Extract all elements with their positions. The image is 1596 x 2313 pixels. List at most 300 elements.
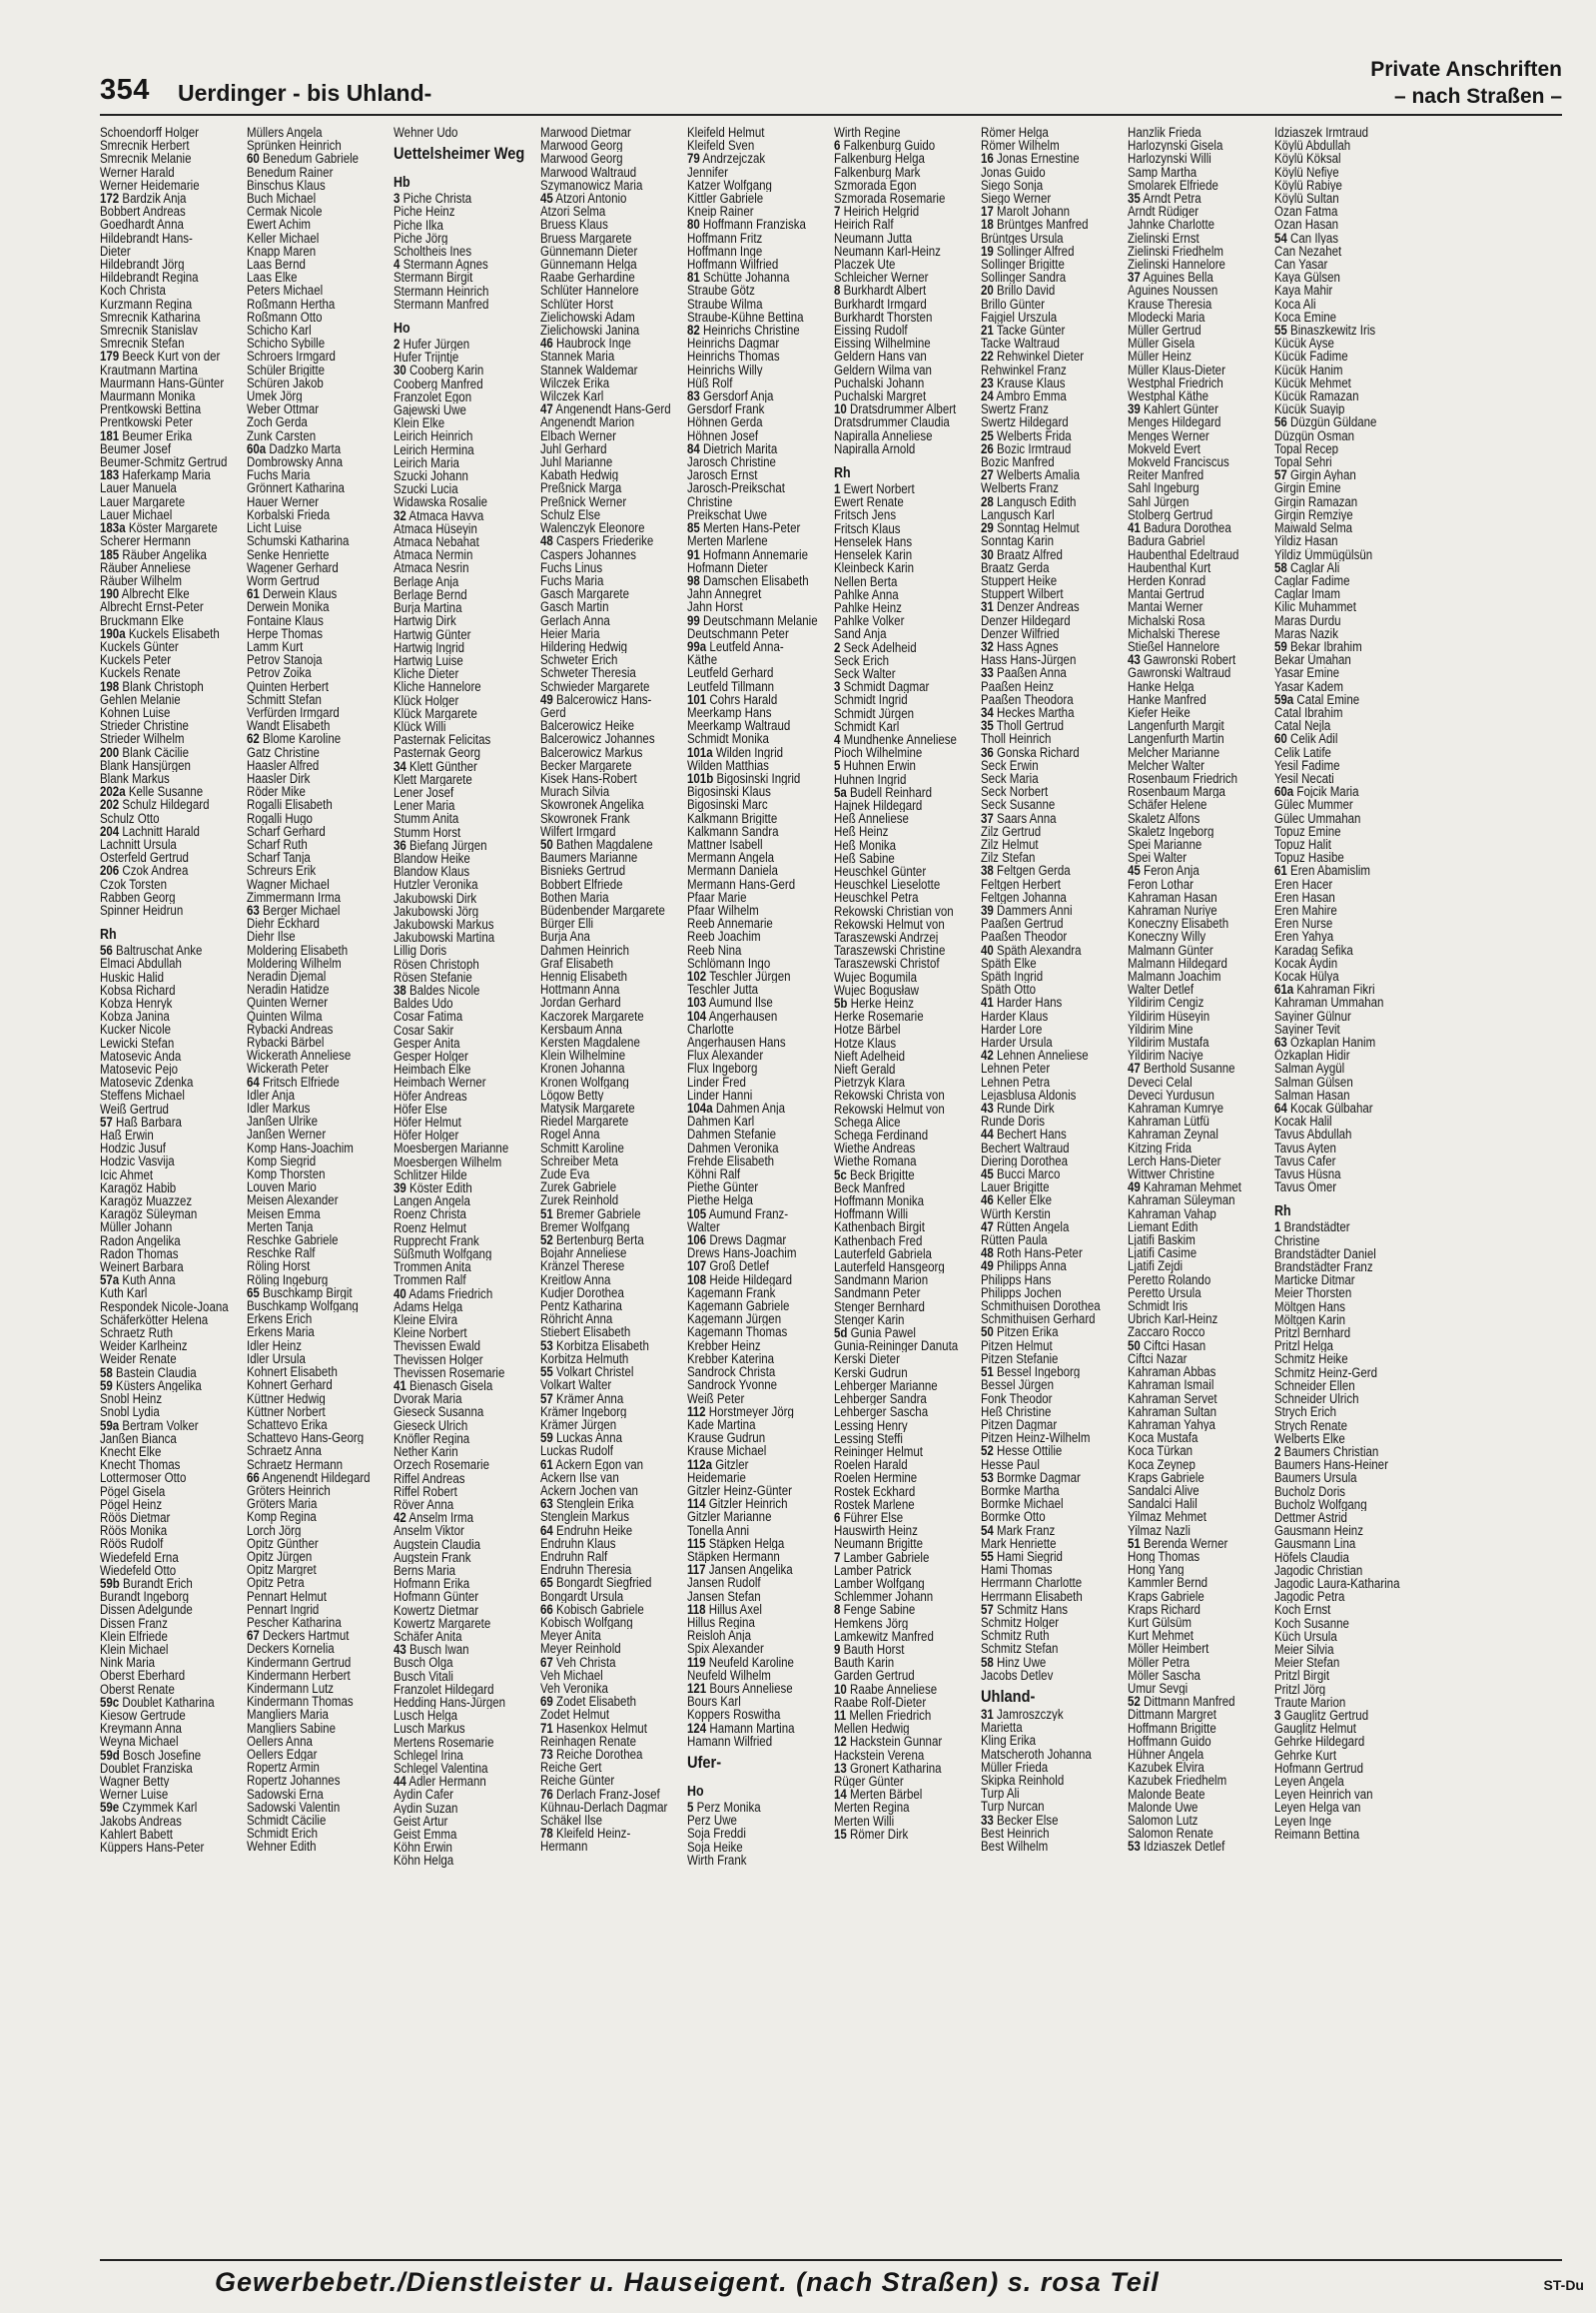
directory-entry [1128,1259,1270,1272]
directory-entry [1274,1392,1417,1405]
directory-entry [834,720,977,733]
resident-name: Marolt Johann [997,205,1071,219]
directory-entry [834,1485,977,1498]
house-number: 37 [1128,271,1141,285]
directory-entry [247,812,390,825]
resident-name: Ackern Egon van [555,1457,644,1471]
directory-entry [540,1023,683,1036]
house-number: 6 [834,1510,841,1525]
resident-name: Lauer Brigitte [981,1180,1050,1194]
resident-name: Taraszewski Christine [834,944,946,958]
directory-entry [687,1827,830,1840]
resident-name: Klett Günther [409,759,477,773]
directory-entry [1274,1815,1417,1828]
resident-name: Stolberg Gertrud [1128,507,1213,522]
directory-entry [1128,1788,1270,1801]
resident-name: Michalski Therese [1128,626,1220,640]
resident-name: Christine [687,494,733,508]
directory-entry [540,1076,683,1089]
resident-name: Stermann Birgit [394,271,473,285]
directory-entry [100,1577,243,1590]
resident-name: Kocak Gülbahar [1290,1102,1373,1116]
directory-entry [540,442,683,455]
directory-entry [1128,1629,1270,1642]
directory-entry [1128,324,1270,337]
resident-name: Puchalski Johann [834,376,925,390]
resident-name: Berns Maria [394,1563,456,1578]
directory-entry [1274,1511,1417,1524]
resident-name: Becker Margarete [540,758,632,772]
resident-name: Gülec Mummer [1274,798,1353,812]
resident-name: Charlotte [687,1022,734,1037]
resident-name: Tacke Waltraud [981,337,1060,351]
resident-name: Hofmann Dieter [687,560,768,574]
directory-entry [1128,1142,1270,1155]
directory-entry [981,1431,1124,1444]
house-number: 103 [687,996,707,1010]
directory-entry [834,152,977,165]
resident-name: Bours Anneliese [709,1681,793,1696]
directory-entry [247,429,390,442]
directory-entry [687,337,830,350]
resident-name: Kagemann Thomas [687,1325,788,1339]
directory-entry [981,1259,1124,1272]
resident-name: Dittmann Manfred [1144,1695,1235,1709]
directory-entry [1128,364,1270,377]
directory-entry [981,1010,1124,1023]
house-number: 20 [981,284,994,298]
street-heading: Uhland- [981,1686,1036,1706]
directory-entry [1128,772,1270,785]
resident-name: Schmitz Hans [997,1602,1069,1616]
directory-entry [687,653,830,666]
resident-name: Pitzen Stefanie [981,1351,1059,1366]
resident-name: Möltgen Karin [1274,1312,1346,1327]
resident-name: Müller Frieda [981,1760,1049,1774]
directory-entry [1274,1260,1417,1273]
resident-name: Hildebrandt Jörg [100,258,185,272]
directory-entry [687,587,830,600]
directory-entry [834,1511,977,1524]
directory-entry [1274,415,1417,428]
directory-entry [1274,1115,1417,1128]
directory-entry [1128,1840,1270,1853]
directory-entry [100,1788,243,1801]
resident-name: Mark Franz [997,1523,1056,1537]
resident-name: Fritsch Elfriede [263,1075,340,1089]
resident-name: Kuckels Renate [100,666,181,680]
directory-entry [687,1180,830,1193]
directory-entry [687,192,830,205]
directory-entry [981,1193,1124,1206]
directory-entry [540,179,683,192]
resident-name: Karagöz Habib [100,1180,177,1195]
house-number: 3 [394,192,400,206]
directory-entry [247,561,390,574]
resident-name: Klein Michael [100,1642,169,1657]
directory-entry [247,759,390,772]
directory-entry [687,1431,830,1444]
resident-name: Schneider Ulrich [1274,1392,1359,1406]
directory-entry [394,126,536,139]
directory-entry [1274,232,1417,245]
directory-entry [247,1378,390,1391]
directory-entry [247,680,390,693]
resident-name: Jennifer [687,165,728,179]
directory-entry [540,1735,683,1748]
directory-entry [540,1155,683,1167]
resident-name: Denzer Hildegard [981,613,1071,627]
directory-entry [834,931,977,944]
directory-entry [834,1551,977,1564]
house-number: 7 [834,1550,841,1564]
directory-entry [1128,666,1270,679]
directory-entry [981,1246,1124,1259]
resident-name: Kreitlow Anna [540,1272,611,1286]
directory-entry [834,1498,977,1511]
directory-entry [100,1194,243,1207]
directory-entry [981,1023,1124,1036]
resident-name: Schleicher Werner [834,271,929,285]
directory-entry [834,271,977,284]
resident-name: Caglar Imam [1274,587,1340,601]
directory-entry [247,1076,390,1089]
directory-entry [834,1564,977,1577]
resident-name: Kliche Hannelore [394,680,481,694]
resident-name: Petrov Zoika [247,666,312,680]
resident-name: Aydin Cafer [394,1788,453,1802]
resident-name: Cermak Nicole [247,205,323,219]
resident-name: Piethe Helga [687,1193,753,1207]
resident-name: Zodet Helmut [540,1708,610,1722]
resident-name: Salomon Renate [1128,1827,1213,1841]
directory-entry [981,944,1124,957]
directory-entry [687,719,830,732]
directory-entry [1128,1563,1270,1576]
resident-name: Kronen Wolfgang [540,1075,629,1089]
resident-name: Dittmann Margret [1128,1708,1216,1722]
directory-entry [834,1445,977,1458]
resident-name: Paaßen Heinz [981,679,1054,693]
resident-name: Derlach Franz-Josef [556,1787,660,1801]
resident-name: Klein Elke [394,416,445,430]
house-number: 104 [687,1009,707,1023]
directory-entry [1128,1076,1270,1089]
resident-name: Marwood Waltraud [540,165,637,179]
directory-entry [687,1458,830,1471]
resident-name: Kilic Muhammet [1274,600,1356,614]
resident-name: Menges Hildegard [1128,415,1221,429]
directory-entry [1274,442,1417,455]
directory-entry [1274,1722,1417,1735]
resident-name: Schmitz Ruth [981,1629,1050,1643]
directory-entry [540,732,683,745]
resident-name: Salman Aygül [1274,1062,1345,1076]
resident-name: Falkenburg Guido [843,139,936,153]
resident-name: Jonas Ernestine [997,152,1080,166]
directory-entry [540,1616,683,1629]
directory-entry [247,1616,390,1629]
directory-entry [100,561,243,574]
directory-entry [687,1418,830,1431]
resident-name: Dahmen Stefanie [687,1128,776,1142]
resident-name: Hamann Wilfried [687,1734,773,1748]
directory-entry [1128,1497,1270,1510]
directory-entry [540,838,683,851]
resident-name: Leutfeld Tillmann [687,679,775,693]
directory-entry [394,1050,536,1063]
resident-name: Jansen Rudolf [687,1576,761,1590]
resident-name: Stannek Waldemar [540,363,638,377]
directory-entry [100,508,243,521]
directory-entry [981,983,1124,996]
resident-name: Pritzl Bernhard [1274,1326,1351,1340]
directory-entry [394,1551,536,1564]
directory-entry [687,495,830,508]
directory-entry [540,1497,683,1510]
resident-name: Köhn Helga [394,1854,454,1868]
resident-name: Eren Hacer [1274,877,1333,891]
house-number: 64 [540,1523,553,1537]
resident-name: Koca Emine [1274,310,1337,325]
directory-entry [100,719,243,732]
house-number: 25 [981,428,994,442]
resident-name: Leyen Helga van [1274,1801,1361,1815]
directory-entry [834,1050,977,1063]
directory-entry [1128,640,1270,653]
directory-entry [394,694,536,707]
directory-entry [247,1603,390,1616]
resident-name: Geldern Wilma van [834,363,932,377]
resident-name: Rösen Christoph [394,957,479,971]
directory-entry [834,561,977,574]
resident-name: Philipps Anna [997,1259,1067,1273]
resident-name: Langenfurth Margit [1128,719,1224,733]
directory-entry [540,1246,683,1259]
directory-entry [540,693,683,706]
resident-name: Falkenburg Helga [834,152,925,166]
directory-entry [394,1511,536,1524]
directory-entry [100,1247,243,1260]
directory-entry [247,1761,390,1774]
directory-entry [100,1326,243,1339]
directory-entry [1274,983,1417,996]
resident-name: Köster Margarete [128,521,218,535]
directory-entry [1274,1801,1417,1814]
resident-name: Sandrock Christa [687,1365,776,1379]
resident-name: Schega Alice [834,1115,901,1130]
resident-name: Spix Alexander [687,1642,764,1656]
directory-entry [100,997,243,1010]
directory-entry [834,1194,977,1207]
resident-name: Merten Tanja [247,1219,314,1234]
resident-name: Philipps Hans [981,1272,1052,1286]
house-number: 19 [981,244,994,259]
resident-name: Hofmann Erika [394,1577,470,1591]
directory-entry [394,1181,536,1194]
directory-entry [247,1669,390,1682]
directory-entry [100,1775,243,1788]
directory-entry [394,614,536,627]
resident-name: Braatz Gerda [981,560,1050,574]
directory-entry [981,1458,1124,1471]
resident-name: Höfer Holger [394,1129,459,1143]
resident-name: Dammers Anni [997,903,1073,918]
resident-name: Atzori Antonio [555,192,627,206]
resident-name: Zurek Gabriele [540,1180,617,1194]
directory-entry [1274,917,1417,930]
directory-entry [687,311,830,324]
resident-name: Riedel Margarete [540,1115,629,1129]
directory-entry [687,377,830,389]
resident-name: Peretto Ursula [1128,1285,1201,1300]
directory-entry [1128,1616,1270,1629]
directory-entry [981,1761,1124,1774]
directory-entry [247,891,390,904]
resident-name: Rostek Eckhard [834,1484,916,1498]
directory-entry [247,825,390,838]
directory-entry [1128,1656,1270,1669]
directory-entry [981,1102,1124,1115]
resident-name: Kahraman Lütfü [1128,1115,1209,1129]
directory-entry [834,402,977,415]
directory-entry [1274,139,1417,152]
directory-entry [100,468,243,481]
resident-name: Hotze Klaus [834,1036,897,1050]
directory-entry [247,640,390,653]
resident-name: Koca Ali [1274,297,1316,311]
directory-entry [100,152,243,165]
resident-name: Budell Reinhard [850,785,932,799]
resident-name: Radon Thomas [100,1246,179,1261]
resident-name: Topuz Halit [1274,837,1331,852]
directory-entry [1128,983,1270,996]
directory-entry [981,1233,1124,1246]
resident-name: Henselek Karin [834,548,913,562]
directory-entry [687,1669,830,1682]
resident-name: Schreurs Erik [247,864,317,878]
resident-name: Kathenbach Birgit [834,1220,925,1234]
directory-entry [247,1155,390,1167]
directory-entry [100,825,243,838]
directory-entry [1274,944,1417,957]
resident-name: Burkhardt Irmgard [834,297,927,311]
resident-name: Rogalli Elisabeth [247,798,333,812]
directory-entry [394,205,536,218]
resident-name: Gröters Heinrich [247,1483,331,1498]
directory-entry [687,232,830,245]
directory-entry [1128,1748,1270,1761]
resident-name: Kobisch Wolfgang [540,1615,633,1630]
resident-name: Schmidt Dagmar [843,680,930,694]
directory-entry [247,548,390,561]
corner-code: ST-Du [1543,2277,1584,2293]
directory-entry [247,1458,390,1471]
resident-name: Jahnke Charlotte [1128,218,1215,232]
directory-entry [834,429,977,442]
directory-columns [100,126,1564,2253]
page-number: 354 [100,74,150,106]
directory-entry [540,1576,683,1589]
resident-name: Bucholz Wolfgang [1274,1497,1367,1511]
directory-entry [834,1142,977,1155]
directory-entry [1128,1484,1270,1497]
resident-name: Mokveld Evert [1128,441,1200,456]
directory-entry [100,1352,243,1365]
resident-name: Malonde Uwe [1128,1800,1198,1814]
resident-name: Brandstädter Daniel [1274,1246,1376,1261]
directory-entry [834,971,977,984]
resident-name: Koneczny Willy [1128,930,1206,944]
directory-entry [687,1484,830,1497]
directory-entry [540,271,683,284]
directory-entry [834,1749,977,1762]
directory-entry [540,1471,683,1484]
directory-entry [394,1670,536,1683]
house-number: 45 [540,192,553,206]
resident-name: Herrmann Charlotte [981,1576,1083,1590]
resident-name: Krebber Katerina [687,1351,775,1366]
resident-name: Zielichowski Adam [540,310,635,325]
directory-entry [247,534,390,547]
directory-entry [247,1142,390,1155]
directory-entry [1274,205,1417,218]
house-number: 32 [981,639,994,654]
resident-name: Piche Ilka [394,218,443,232]
directory-entry [247,1062,390,1075]
directory-entry [540,218,683,231]
resident-name: Weber Ottmar [247,402,320,416]
directory-entry [981,1352,1124,1365]
directory-entry [981,337,1124,350]
directory-entry [247,1735,390,1748]
directory-entry [981,481,1124,494]
directory-entry [1128,930,1270,943]
directory-entry [1128,1708,1270,1721]
directory-entry [1128,179,1270,192]
directory-entry [981,1207,1124,1220]
directory-entry [1274,1630,1417,1643]
directory-entry [394,192,536,205]
directory-entry [394,1841,536,1854]
directory-entry [540,1550,683,1563]
directory-entry [247,904,390,917]
directory-entry [834,1471,977,1484]
directory-entry [247,1392,390,1405]
resident-name: Peretto Rolando [1128,1272,1211,1286]
directory-entry [834,139,977,152]
resident-name: Schmitt Stefan [247,692,322,706]
resident-name: Louven Mario [247,1180,317,1194]
directory-entry [540,415,683,428]
resident-name: Quinten Wilma [247,1009,323,1023]
directory-entry [981,891,1124,904]
resident-name: Zilz Gertrud [981,824,1042,838]
resident-name: Küttner Hedwig [247,1391,326,1405]
resident-name: Kahraman Ummahan [1274,996,1384,1010]
resident-name: Hennig Elisabeth [540,970,628,984]
directory-entry [1274,574,1417,587]
resident-name: Schmithuisen Dorothea [981,1299,1101,1313]
directory-entry [1274,1656,1417,1669]
directory-entry [1128,1193,1270,1206]
directory-entry [247,930,390,943]
resident-name: Wiedefeld Otto [100,1563,177,1577]
resident-name: Opitz Jürgen [247,1549,313,1564]
resident-name: Schmitz Stefan [981,1642,1059,1656]
directory-entry [540,772,683,785]
resident-name: Krämer Jürgen [540,1417,617,1432]
